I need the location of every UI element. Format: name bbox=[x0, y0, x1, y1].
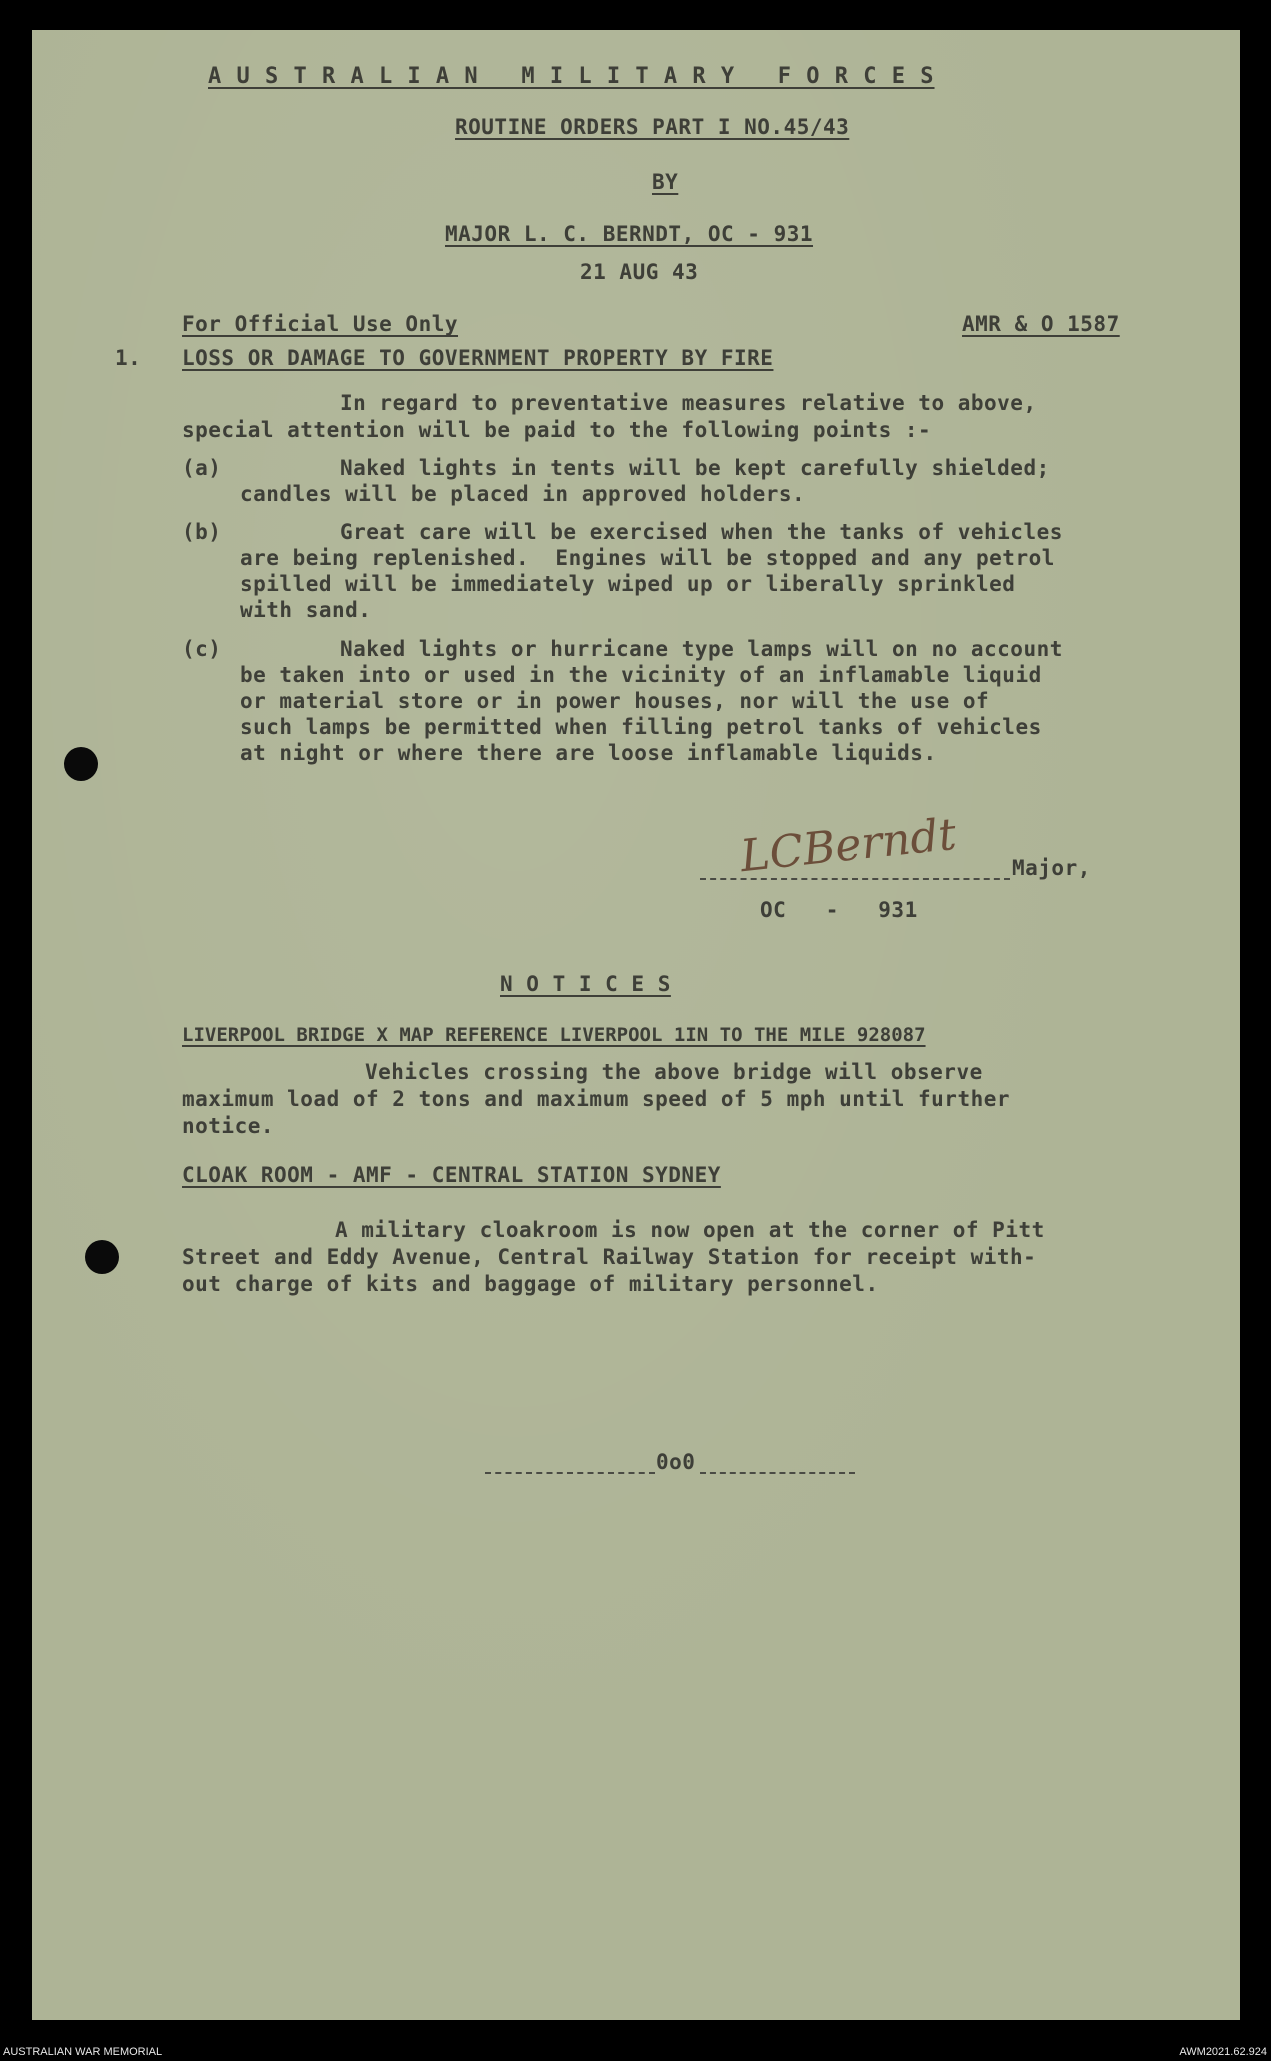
point-text: Great care will be exercised when the tanks of vehicles bbox=[340, 520, 1063, 544]
punch-hole bbox=[64, 747, 98, 781]
end-marker: 0o0 bbox=[656, 1450, 696, 1474]
handwritten-signature: LCBerndt bbox=[737, 808, 959, 883]
header-date: 21 AUG 43 bbox=[580, 260, 699, 284]
header-by: BY bbox=[652, 170, 679, 194]
notice-text: Vehicles crossing the above bridge will observe bbox=[365, 1060, 983, 1084]
notice-text: maximum load of 2 tons and maximum speed of 5 mph until further bbox=[182, 1087, 1011, 1111]
notice-text: out charge of kits and baggage of military personnel. bbox=[182, 1272, 879, 1296]
point-text: spilled will be immediately wiped up or liberally sprinkled bbox=[240, 572, 1016, 596]
point-text: such lamps be permitted when filling petrol tanks of vehicles bbox=[240, 715, 1042, 739]
point-text: or material store or in power houses, nor will the use of bbox=[240, 689, 990, 713]
official-use-label: For Official Use Only bbox=[182, 312, 459, 336]
point-text: candles will be placed in approved holders. bbox=[240, 482, 806, 506]
point-label: (c) bbox=[182, 637, 222, 661]
notice-text: A military cloakroom is now open at the corner of Pitt bbox=[335, 1218, 1045, 1242]
header-officer: MAJOR L. C. BERNDT, OC - 931 bbox=[445, 222, 814, 246]
punch-hole bbox=[85, 1240, 119, 1274]
signature-rank: Major, bbox=[1012, 856, 1091, 880]
point-text: are being replenished. Engines will be stopped and any petrol bbox=[240, 546, 1055, 570]
point-text: Naked lights or hurricane type lamps will on no account bbox=[340, 637, 1063, 661]
notice-heading: CLOAK ROOM - AMF - CENTRAL STATION SYDNEY bbox=[182, 1163, 721, 1187]
point-text: at night or where there are loose inflamable liquids. bbox=[240, 741, 937, 765]
point-label: (b) bbox=[182, 520, 222, 544]
notices-title: N O T I C E S bbox=[500, 972, 671, 996]
notice-text: Street and Eddy Avenue, Central Railway Station for receipt with- bbox=[182, 1245, 1037, 1269]
point-text: with sand. bbox=[240, 598, 372, 622]
footer-source: AUSTRALIAN WAR MEMORIAL bbox=[3, 2046, 163, 2058]
signature-unit: OC - 931 bbox=[760, 898, 918, 922]
notice-text: notice. bbox=[182, 1114, 275, 1138]
reference-number: AMR & O 1587 bbox=[962, 312, 1120, 336]
header-orders: ROUTINE ORDERS PART I NO.45/43 bbox=[455, 115, 850, 139]
point-text: be taken into or used in the vicinity of an inflamable liquid bbox=[240, 663, 1042, 687]
item-intro-line: In regard to preventative measures relative to above, bbox=[340, 391, 1037, 415]
end-rule-right bbox=[700, 1472, 855, 1474]
item-number: 1. bbox=[115, 346, 142, 370]
item-heading: LOSS OR DAMAGE TO GOVERNMENT PROPERTY BY FIRE bbox=[182, 346, 774, 370]
point-text: Naked lights in tents will be kept carefully shielded; bbox=[340, 456, 1050, 480]
notice-heading: LIVERPOOL BRIDGE X MAP REFERENCE LIVERPOOL 1IN TO THE MILE 928087 bbox=[182, 1024, 926, 1046]
header-title: A U S T R A L I A N M I L I T A R Y F O R C E S bbox=[208, 64, 935, 89]
end-rule-left bbox=[485, 1472, 655, 1474]
point-label: (a) bbox=[182, 456, 222, 480]
footer-catalogue-id: AWM2021.62.924 bbox=[1179, 2046, 1267, 2058]
item-intro-line: special attention will be paid to the following points :- bbox=[182, 418, 932, 442]
